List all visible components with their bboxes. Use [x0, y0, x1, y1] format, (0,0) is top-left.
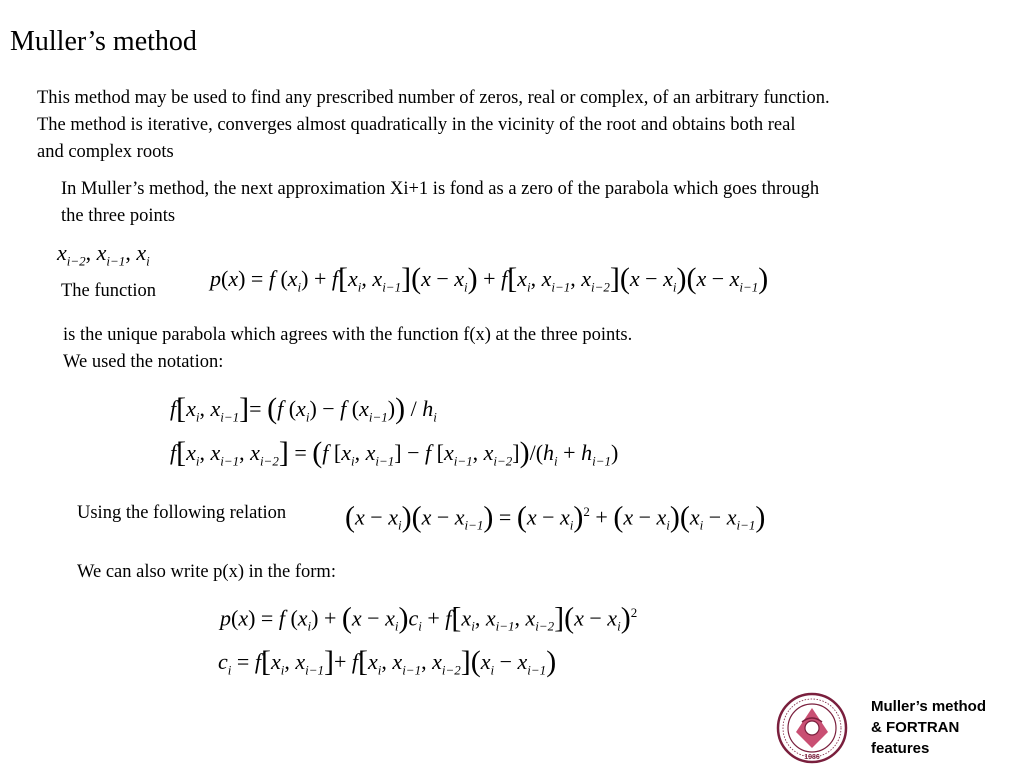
intro-line-1: This method may be used to find any prescribed number of zeros, real or complex, of an arbitrary function.: [37, 88, 830, 108]
alternate-parabola-equation: p(x) = f $(x_i) + (x - x_i)c_i + f[x_i$, $x_{i-1}$, $x_{i-2}](x - x_i)^2$: [220, 601, 638, 635]
using-relation-label: Using the following relation: [77, 503, 287, 523]
intro-line-2: The method is iterative, converges almost quadratically in the vicinity of the root and obtains both real: [37, 115, 796, 135]
relation-equation: $(x - x_i)(x - x_{i-1}) = (x - x_i)^2 + (x - x_i)(x_i - x_{i-1})$: [345, 500, 766, 534]
unique-line-1: is the unique parabola which agrees with the function f(x) at the three points.: [63, 325, 633, 345]
footer-line-2: & FORTRAN: [871, 719, 960, 736]
the-function-label: The function: [61, 281, 157, 301]
next-approx-line-1: In Muller’s method, the next approximation Xi+1 is fond as a zero of the parabola which goes through: [61, 179, 820, 199]
svg-text:1986: 1986: [804, 754, 820, 761]
also-write-label: We can also write p(x) in the form:: [77, 562, 336, 582]
unique-parabola-paragraph: [63, 322, 632, 376]
footer-line-3: features: [871, 740, 930, 757]
three-points-formula: $x_{i-2}$, $x_{i-1}$, $x_i$: [57, 240, 150, 269]
intro-line-3: and complex roots: [37, 142, 174, 162]
footer-caption: [871, 696, 1021, 759]
university-seal-logo: [776, 692, 848, 764]
parabola-equation: p(x) = f $(x_i) + f[x_i$, $x_{i-1}](x - x_i) + f[x_i$, $x_{i-1}$, $x_{i-2}](x - x_i)(x - x_{i-1})$: [210, 262, 769, 295]
slide-title: Muller’s method: [10, 26, 197, 57]
seal-emblem-icon: [776, 692, 848, 764]
ci-definition-equation: $c_i = f[x_i$, $x_{i-1}]+ f[x_i$, $x_{i-1}$, $x_{i-2}](x_i - x_{i-1})$: [218, 645, 557, 678]
intro-paragraph: [37, 85, 830, 166]
second-divided-difference: $f[x_i$, $x_{i-1}$, $x_{i-2}] = (f$ [$x_i$, $x_{i-1}] - f$ [$x_{i-1}$, $x_{i-2}])/(h_i + h_{i-1})$: [170, 436, 619, 469]
footer-line-1: Muller’s method: [871, 698, 987, 715]
first-divided-difference: $f[x_i$, $x_{i-1}]= (f$ $(x_i) - f$ $(x_{i-1})) / h_i$: [170, 392, 437, 425]
next-approx-line-2: the three points: [61, 206, 176, 226]
next-approximation-paragraph: [61, 176, 819, 230]
unique-line-2: We used the notation:: [63, 352, 224, 372]
